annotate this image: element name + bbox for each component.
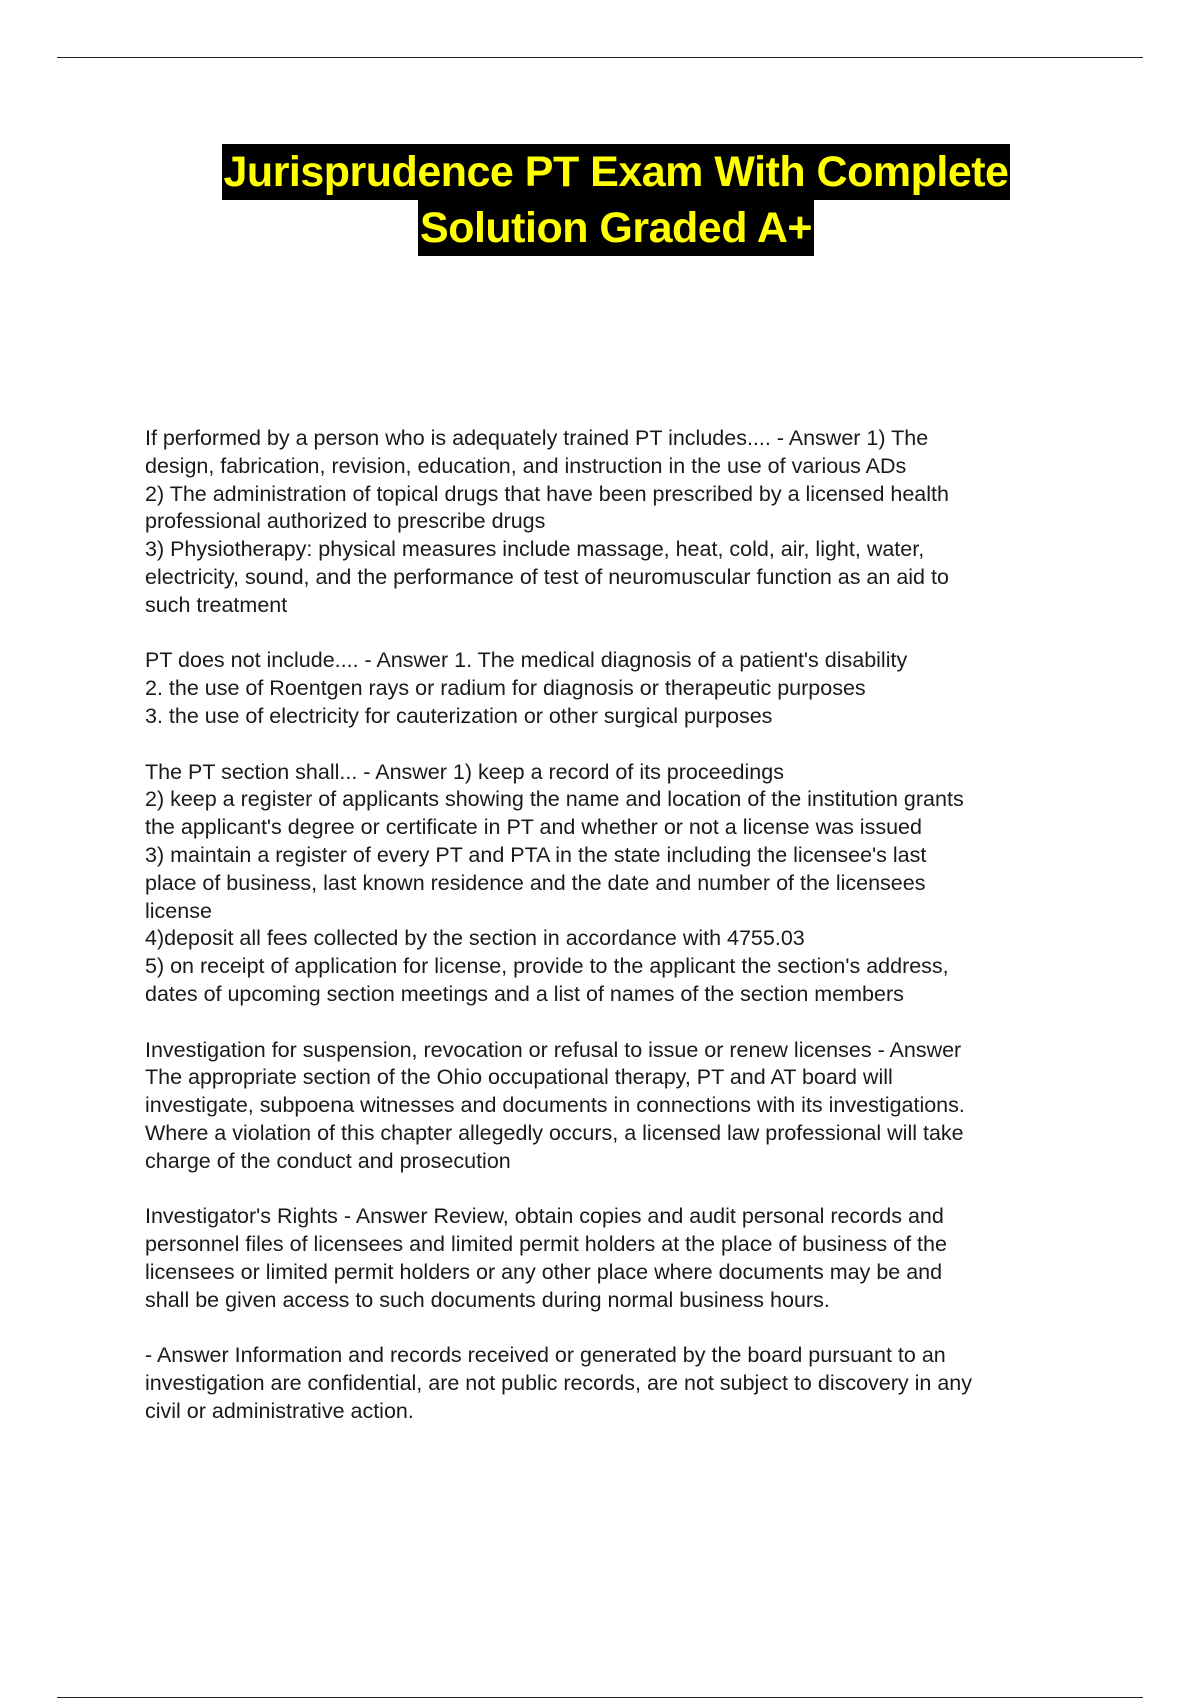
title-line-1: Jurisprudence PT Exam With Complete (222, 144, 1011, 200)
title-line-2: Solution Graded A+ (418, 200, 814, 256)
text-line: shall be given access to such documents during normal business hours. (145, 1287, 830, 1312)
text-line: 2) The administration of topical drugs that have been prescribed by a licensed health (145, 481, 949, 506)
text-line: The appropriate section of the Ohio occupational therapy, PT and AT board will (145, 1065, 893, 1090)
qa-block (145, 1037, 1085, 1176)
text-line: investigate, subpoena witnesses and documents in connections with its investigations. (145, 1093, 965, 1118)
text-line: licensees or limited permit holders or any other place where documents may be and (145, 1259, 943, 1284)
text-line: 3) maintain a register of every PT and PTA in the state including the licensee's last (145, 842, 927, 867)
text-line: 3) Physiotherapy: physical measures include massage, heat, cold, air, light, water, (145, 537, 925, 562)
text-line: the applicant's degree or certificate in PT and whether or not a license was issued (145, 815, 922, 840)
qa-block (145, 647, 1085, 730)
text-line: 3. the use of electricity for cauterization or other surgical purposes (145, 703, 773, 728)
text-line: design, fabrication, revision, education, and instruction in the use of various ADs (145, 453, 907, 478)
text-line: civil or administrative action. (145, 1398, 414, 1423)
text-line: Where a violation of this chapter allegedly occurs, a licensed law professional will take (145, 1120, 964, 1145)
text-line: - Answer Information and records received or generated by the board pursuant to an (145, 1343, 946, 1368)
text-line: electricity, sound, and the performance of test of neuromuscular function as an aid to (145, 564, 949, 589)
text-line: personnel files of licensees and limited permit holders at the place of business of the (145, 1232, 947, 1257)
text-line: dates of upcoming section meetings and a list of names of the section members (145, 981, 904, 1006)
text-line: Investigation for suspension, revocation or refusal to issue or renew licenses - Answer (145, 1037, 962, 1062)
text-line: 4)deposit all fees collected by the section in accordance with 4755.03 (145, 926, 805, 951)
text-line: PT does not include.... - Answer 1. The medical diagnosis of a patient's disability (145, 648, 908, 673)
document-body (145, 425, 1085, 1453)
text-line: such treatment (145, 592, 288, 617)
text-line: The PT section shall... - Answer 1) keep a record of its proceedings (145, 759, 784, 784)
text-line: 2) keep a register of applicants showing the name and location of the institution grants (145, 787, 964, 812)
qa-block (145, 759, 1085, 1009)
text-line: investigation are confidential, are not public records, are not subject to discovery in any (145, 1371, 973, 1396)
text-line: Investigator's Rights - Answer Review, obtain copies and audit personal records and (145, 1204, 944, 1229)
qa-block (145, 425, 1085, 620)
qa-block (145, 1342, 1085, 1425)
text-line: place of business, last known residence and the date and number of the licensees (145, 870, 926, 895)
text-line: 2. the use of Roentgen rays or radium for diagnosis or therapeutic purposes (145, 676, 866, 701)
bottom-rule (57, 1697, 1143, 1698)
document-title (0, 144, 1200, 256)
text-line: 5) on receipt of application for license, provide to the applicant the section's address, (145, 954, 949, 979)
text-line: professional authorized to prescribe drugs (145, 509, 546, 534)
text-line: charge of the conduct and prosecution (145, 1148, 511, 1173)
top-rule (57, 57, 1143, 58)
text-line: If performed by a person who is adequately trained PT includes.... - Answer 1) The (145, 426, 929, 450)
qa-block (145, 1203, 1085, 1314)
text-line: license (145, 898, 212, 923)
